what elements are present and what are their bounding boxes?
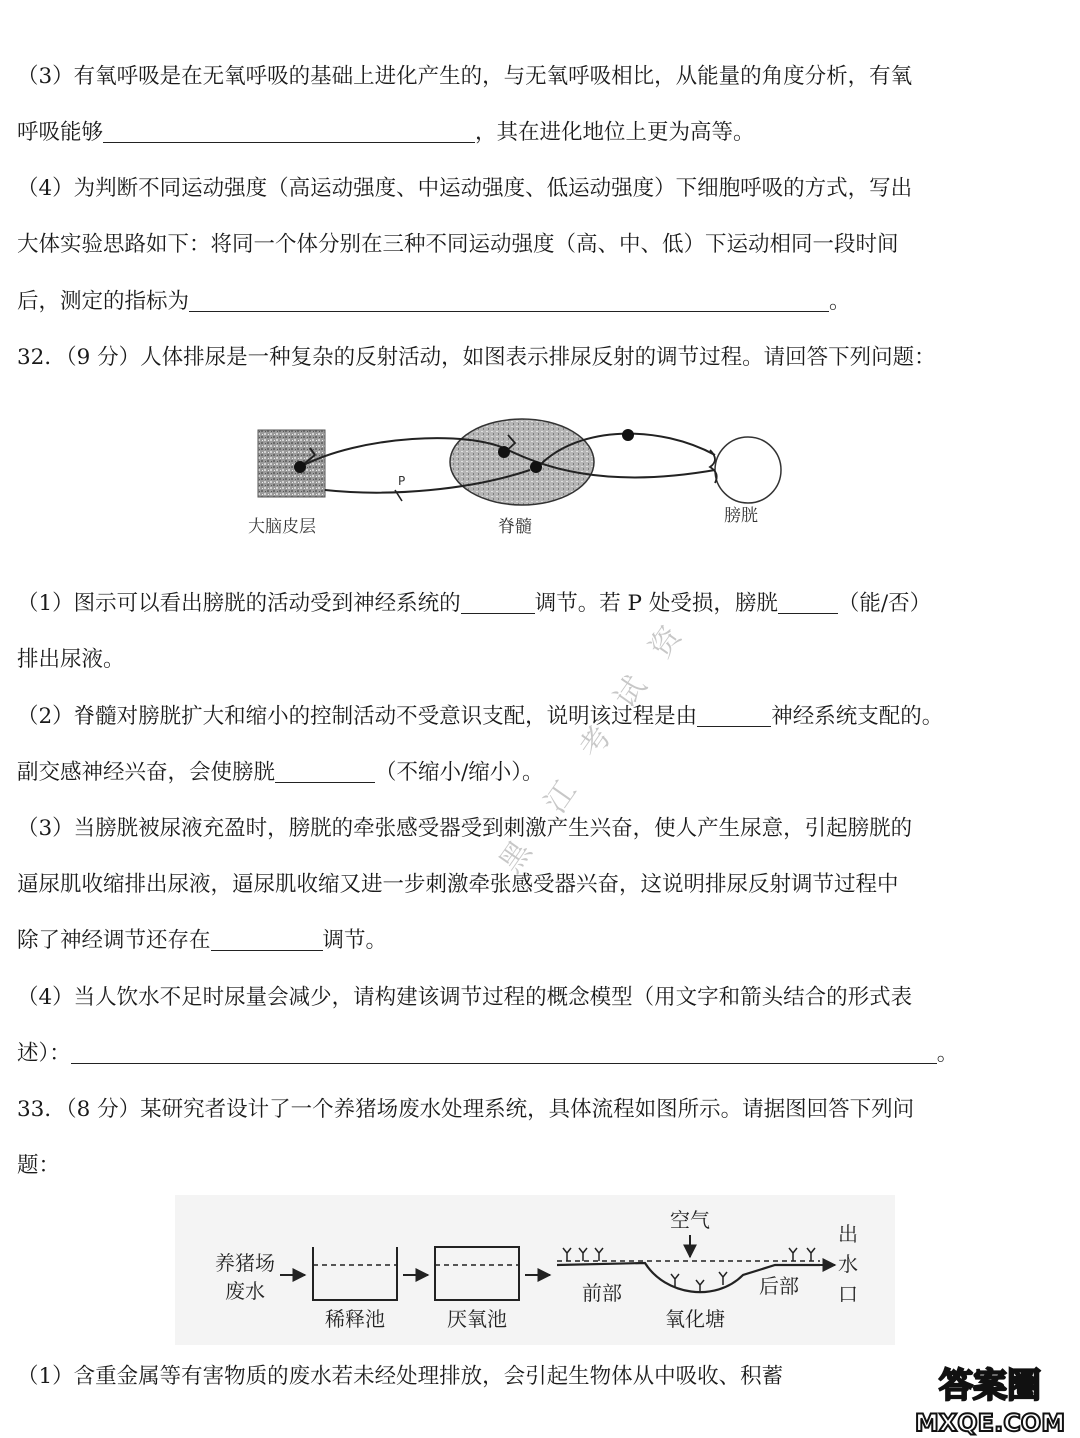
label-spinal-cord: 脊髓: [498, 517, 532, 537]
q31-part4-line3: [17, 287, 851, 317]
q32-part2-text2-end: （不缩小/缩小）。: [375, 760, 544, 785]
q31-part4-line2: 大体实验思路如下：将同一个体分别在三种不同运动强度（高、中、低）下运动相同一段时间: [17, 232, 899, 257]
label-bladder: 膀胱: [724, 506, 758, 526]
reflex-diagram-svg: [240, 415, 800, 550]
q32-part4-text-end: 。: [936, 1041, 959, 1066]
q31-part4-text-end: 。: [829, 289, 851, 314]
site-logo: [900, 1355, 1080, 1438]
label-front: 前部: [582, 1281, 622, 1305]
label-outlet-1: 出: [838, 1222, 858, 1246]
answer-blank[interactable]: [275, 760, 375, 783]
q31-part3-line2: [17, 118, 755, 148]
q32-part2-text2: 副交感神经兴奋，会使膀胱: [17, 760, 276, 785]
logo-bottom-text: MXQE.COM: [914, 1409, 1066, 1437]
q31-part4-text: 后，测定的指标为: [17, 289, 190, 314]
q32-part2-text: （2）脊髓对膀胱扩大和缩小的控制活动不受意识支配，说明该过程是由: [17, 704, 698, 729]
neuron-dot-spinal-1: [498, 446, 510, 458]
logo-top-text: 答案圈: [939, 1366, 1041, 1406]
label-outlet-3: 口: [838, 1282, 858, 1306]
label-cerebral-cortex: 大脑皮层: [248, 517, 316, 537]
q31-part3-text-end: ，其在进化地位上更为高等。: [475, 120, 755, 145]
neuron-dot-spinal-2: [530, 461, 542, 473]
q33-title-line2: 题：: [17, 1153, 61, 1178]
watermark-char-4: 江: [537, 774, 584, 820]
q31-part3-line1: （3）有氧呼吸是在无氧呼吸的基础上进化产生的，与无氧呼吸相比，从能量的角度分析，有氧: [17, 64, 913, 89]
answer-blank[interactable]: [189, 289, 829, 312]
q32-part1-line1: [17, 589, 931, 619]
label-air: 空气: [670, 1208, 710, 1232]
q32-part4-line2: [17, 1039, 958, 1069]
watermark-char-2: 试: [607, 669, 654, 715]
label-oxidation-pond: 氧化塘: [665, 1307, 725, 1331]
wastewater-flow-diagram: [175, 1195, 895, 1345]
answer-blank[interactable]: [461, 591, 535, 614]
q32-part1-line2: 排出尿液。: [17, 647, 125, 672]
q33-title-line1: 33．（8 分）某研究者设计了一个养猪场废水处理系统，具体流程如图所示。请据图回答下列问: [17, 1097, 915, 1122]
neuron-dot-efferent: [622, 429, 634, 441]
q32-part4-line1: （4）当人饮水不足时尿量会减少，请构建该调节过程的概念模型（用文字和箭头结合的形式表: [17, 985, 913, 1010]
q31-part4-line1: （4）为判断不同运动强度（高运动强度、中运动强度、低运动强度）下细胞呼吸的方式，写出: [17, 176, 913, 201]
q32-part1-text-mid: 调节。若 P 处受损，膀胱: [534, 591, 778, 616]
spinal-cord-ellipse: [450, 419, 594, 505]
label-outlet-2: 水: [838, 1252, 858, 1276]
q32-part1-text: （1）图示可以看出膀胱的活动受到神经系统的: [17, 591, 461, 616]
dilution-tank: [313, 1247, 397, 1300]
q32-part3-line1: （3）当膀胱被尿液充盈时，膀胱的牵张感受器受到刺激产生兴奋，使人产生尿意，引起膀胱的: [17, 816, 913, 841]
label-input-line2: 废水: [225, 1279, 265, 1303]
watermark-char-1: 资: [642, 619, 689, 665]
watermark: [470, 600, 720, 900]
watermark-char-5: 黑: [492, 834, 539, 880]
label-p: P: [398, 474, 406, 488]
label-anaerobic-tank: 厌氧池: [447, 1307, 507, 1331]
label-back: 后部: [759, 1274, 799, 1298]
answer-blank[interactable]: [71, 1041, 937, 1064]
q32-title: 32．（9 分）人体排尿是一种复杂的反射活动，如图表示排尿反射的调节过程。请回答下列问题：: [17, 345, 936, 370]
answer-blank[interactable]: [211, 928, 323, 951]
cerebral-cortex-box: [258, 430, 325, 497]
answer-blank[interactable]: [778, 591, 838, 614]
neuron-dot-cortex: [294, 461, 306, 473]
q32-part2-line1: [17, 702, 943, 732]
wastewater-flow-svg: [175, 1195, 895, 1345]
q32-part4-text: 述）：: [17, 1041, 71, 1066]
q31-part3-text: 呼吸能够: [17, 120, 104, 145]
q32-part3-line3: [17, 926, 387, 956]
anaerobic-tank: [435, 1247, 519, 1300]
label-input-line1: 养猪场: [215, 1251, 275, 1275]
answer-blank[interactable]: [697, 704, 771, 727]
q32-part3-text-end: 调节。: [322, 928, 388, 953]
q33-part1-line1: （1）含重金属等有害物质的废水若未经处理排放，会引起生物体从中吸收、积蓄: [17, 1364, 784, 1389]
reflex-diagram: [240, 415, 800, 550]
bladder-circle: [715, 437, 781, 503]
q32-part3-line2: 逼尿肌收缩排出尿液，逼尿肌收缩又进一步刺激牵张感受器兴奋，这说明排尿反射调节过程中: [17, 872, 899, 897]
answer-blank[interactable]: [103, 120, 475, 143]
watermark-char-3: 考: [572, 719, 619, 765]
q32-part2-line2: [17, 758, 544, 788]
q32-part2-text-end: 神经系统支配的。: [771, 704, 944, 729]
label-dilution-tank: 稀释池: [325, 1307, 385, 1331]
q32-part1-text-end: （能/否）: [837, 591, 932, 616]
q32-part3-text: 除了神经调节还存在: [17, 928, 211, 953]
